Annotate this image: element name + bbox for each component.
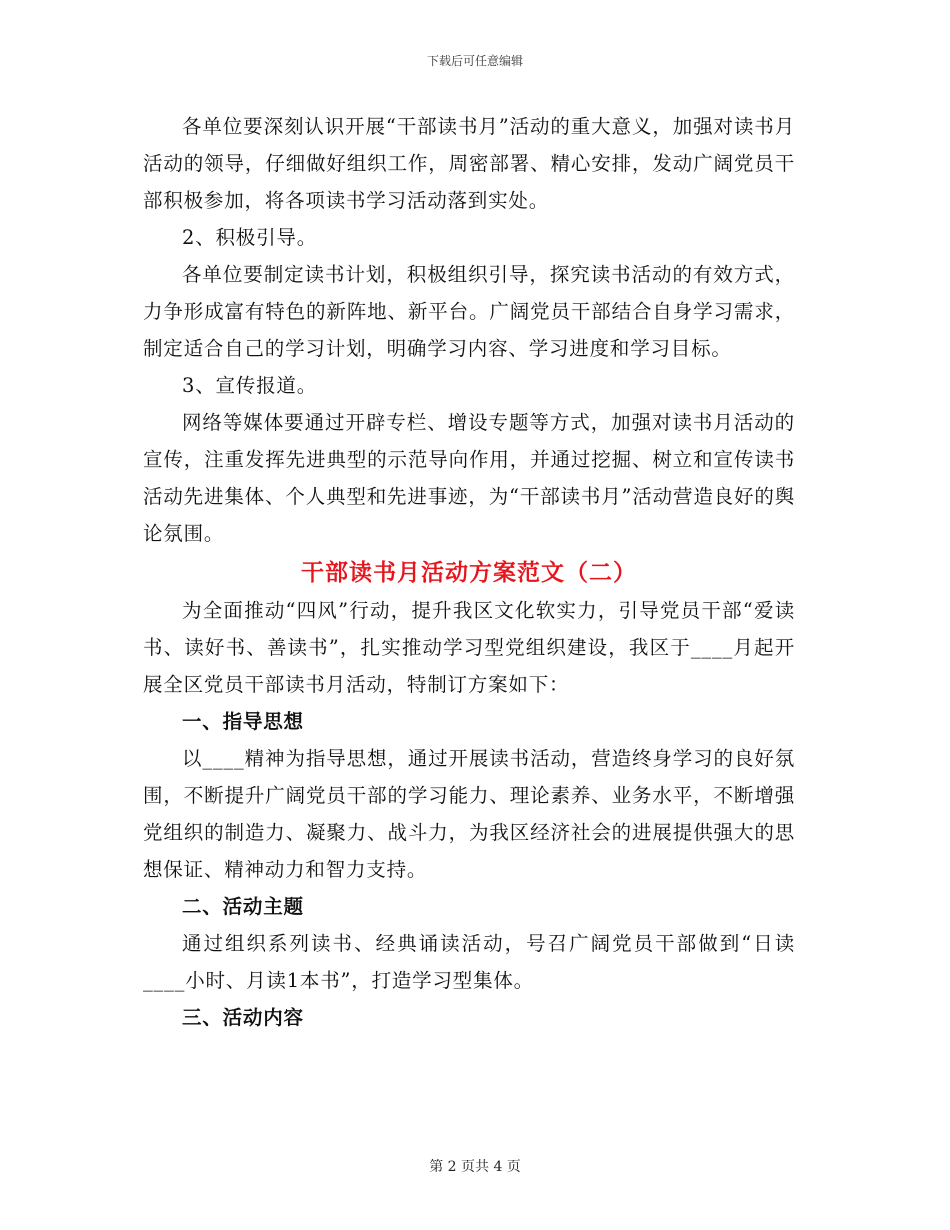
heading-guiding-ideology: 一、指导思想 <box>182 710 304 733</box>
heading-activity-content: 三、活动内容 <box>182 1006 304 1029</box>
section-title: 干部读书月活动方案范文（二） <box>301 559 637 586</box>
item-publicity-heading: 3、宣传报道。 <box>182 374 318 397</box>
paragraph-guidance: 各单位要制定读书计划，积极组织引导，探究读书活动的有效方式，力争形成富有特色的新阵地、新平台。广阔党员干部结合自身学习需求，制定适合自己的学习计划，明确学习内容、学习进度和学习目标。 <box>143 263 795 360</box>
paragraph-guiding-ideology: 以____精神为指导思想，通过开展读书活动，营造终身学习的良好氛围，不断提升广阔党员干部的学习能力、理论素养、业务水平，不断增强党组织的制造力、凝聚力、战斗力，为我区经济社会的进展提供强大的思想保证、精神动力和智力支持。 <box>143 747 795 881</box>
page-header: 下载后可任意编辑 <box>426 54 523 68</box>
item-guidance-heading: 2、积极引导。 <box>182 226 318 249</box>
page-footer: 第 2 页共 4 页 <box>429 1159 521 1175</box>
paragraph-organization: 各单位要深刻认识开展“干部读书月”活动的重大意义，加强对读书月活动的领导，仔细做好组织工作，周密部署、精心安排，发动广阔党员干部积极参加，将各项读书学习活动落到实处。 <box>143 115 795 212</box>
document-body <box>143 108 795 1036</box>
heading-activity-theme: 二、活动主题 <box>182 895 304 918</box>
paragraph-intro: 为全面推动“四风”行动，提升我区文化软实力，引导党员干部“爱读书、读好书、善读书”，扎实推动学习型党组织建设，我区于____月起开展全区党员干部读书月活动，特制订方案如下： <box>143 599 795 696</box>
paragraph-activity-theme: 通过组织系列读书、经典诵读活动，号召广阔党员干部做到“日读____小时、月读1本书”，打造学习型集体。 <box>143 932 795 992</box>
paragraph-publicity: 网络等媒体要通过开辟专栏、增设专题等方式，加强对读书月活动的宣传，注重发挥先进典型的示范导向作用，并通过挖掘、树立和宣传读书活动先进集体、个人典型和先进事迹，为“干部读书月”活动营造良好的舆论氛围。 <box>143 411 795 545</box>
